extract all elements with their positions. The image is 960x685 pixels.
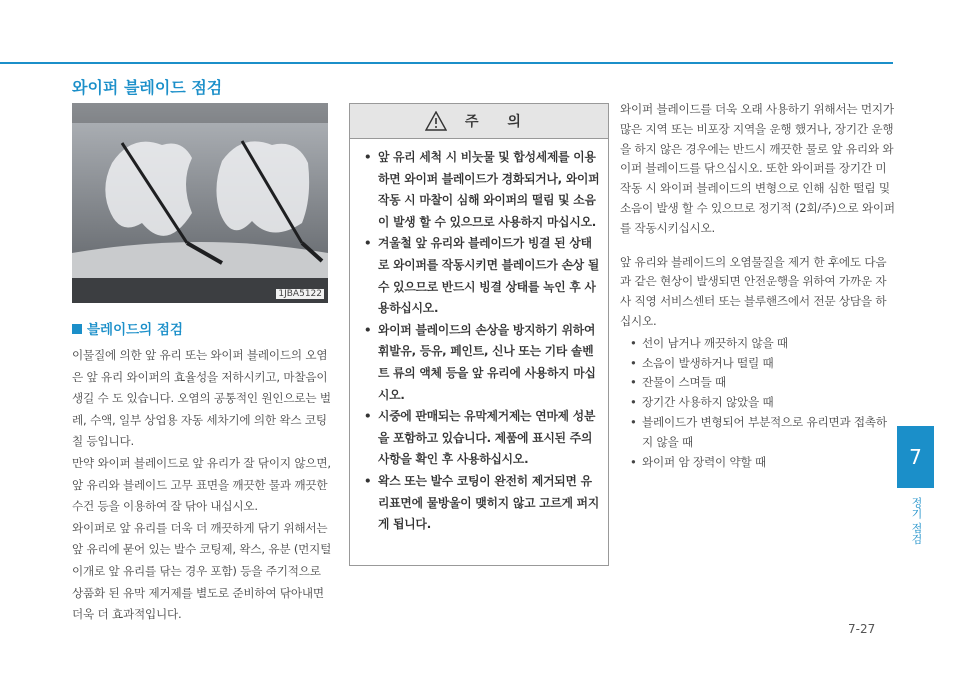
left-paragraph: 이물질에 의한 앞 유리 또는 와이퍼 블레이드의 오염은 앞 유리 와이퍼의 효율성을 저하시키고, 마찰음이 생길 수 도 있습니다. 오염의 공통적인 원인으로는 벌레, 수액, 일부 상업용 자동 세차기에 의한 왁스 코팅 칠 등입니다. <box>72 348 331 449</box>
caution-title: 주 의 <box>465 114 533 130</box>
symptom-item: • 선이 남거나 깨끗하지 않을 때 <box>630 334 895 354</box>
right-paragraph: 와이퍼 블레이드를 더욱 오래 사용하기 위해서는 먼지가 많은 지역 또는 비포장 지역을 운행 했거나, 장기간 운행을 하지 않은 경우에는 반드시 깨끗한 물로 앞 유리와 와이퍼 블레이드를 닦으십시오. 또한 와이퍼를 장기간 미 작동 시 와이퍼 블레이드의 변형으로 인해 심한 떨림 및 소음이 발생 할 수 있으므로 정기적 (2회/주)으로 와이퍼를 작동시키십시오. <box>620 102 895 235</box>
caution-box <box>349 103 609 566</box>
right-body-text <box>620 100 895 472</box>
page-number: 7-27 <box>848 622 876 636</box>
section-title: 와이퍼 블레이드 점검 <box>72 78 223 97</box>
symptom-list <box>620 334 895 473</box>
left-body-text <box>72 345 335 626</box>
symptom-item: • 장기간 사용하지 않았을 때 <box>630 393 895 413</box>
caution-item: • 왁스 또는 발수 코팅이 완전히 제거되면 유리표면에 물방울이 맺히지 않고 고르게 퍼지게 됩니다. <box>364 471 600 536</box>
square-bullet-icon <box>72 324 82 334</box>
windshield-wiper-photo <box>72 103 328 303</box>
caution-header <box>350 104 608 139</box>
caution-item: • 겨울철 앞 유리와 블레이드가 빙결 된 상태로 와이퍼를 작동시키면 블레이드가 손상 될 수 있으므로 반드시 빙결 상태를 녹인 후 사용하십시오. <box>364 233 600 319</box>
image-code: 1JBA5122 <box>278 289 322 299</box>
sub-heading-text: 블레이드의 점검 <box>87 322 183 338</box>
left-paragraph: 만약 와이퍼 블레이드로 앞 유리가 잘 닦이지 않으면, 앞 유리와 블레이드 고무 표면을 깨끗한 물과 깨끗한 수건 등을 이용하여 잘 닦아 내십시오. <box>72 455 331 514</box>
top-rule <box>0 62 893 64</box>
right-paragraph: 앞 유리와 블레이드의 오염물질을 제거 한 후에도 다음과 같은 현상이 발생되면 안전운행을 위하여 가까운 자사 직영 서비스센터 또는 블루핸즈에서 전문 상담을 하십시오. <box>620 254 887 328</box>
symptom-item: • 잔물이 스며들 때 <box>630 373 895 393</box>
caution-list <box>350 139 608 536</box>
sub-heading <box>72 318 183 338</box>
symptom-item: • 소음이 발생하거나 떨릴 때 <box>630 354 895 374</box>
caution-item: • 와이퍼 블레이드의 손상을 방지하기 위하여 휘발유, 등유, 페인트, 신나 또는 기타 솔벤트 류의 액체 등을 앞 유리에 사용하지 마십시오. <box>364 320 600 406</box>
left-paragraph: 와이퍼로 앞 유리를 더욱 더 깨끗하게 닦기 위해서는 앞 유리에 묻어 있는 발수 코팅제, 왁스, 유분 (먼지털이개로 앞 유리를 닦는 경우 포함) 등을 주기적으로 상품화 된 유막 제거제를 별도로 준비하여 닦아내면 더욱 더 효과적입니다. <box>72 520 332 622</box>
symptom-item: • 블레이드가 변형되어 부분적으로 유리면과 접촉하지 않을 때 <box>630 413 895 453</box>
chapter-label: 정기 점검 <box>910 497 923 545</box>
caution-item: • 시중에 판매되는 유막제거제는 연마제 성분을 포함하고 있습니다. 제품에 표시된 주의 사항을 확인 후 사용하십시오. <box>364 406 600 471</box>
caution-item: • 앞 유리 세척 시 비눗물 및 합성세제를 이용하면 와이퍼 블레이드가 경화되거나, 와이퍼 작동 시 마찰이 심해 와이퍼의 떨림 및 소음이 발생 할 수 있으므로 사용하지 마십시오. <box>364 147 600 233</box>
symptom-item: • 와이퍼 암 장력이 약할 때 <box>630 453 895 473</box>
chapter-tab[interactable]: 7 <box>897 426 934 488</box>
warning-triangle-icon <box>425 111 447 131</box>
